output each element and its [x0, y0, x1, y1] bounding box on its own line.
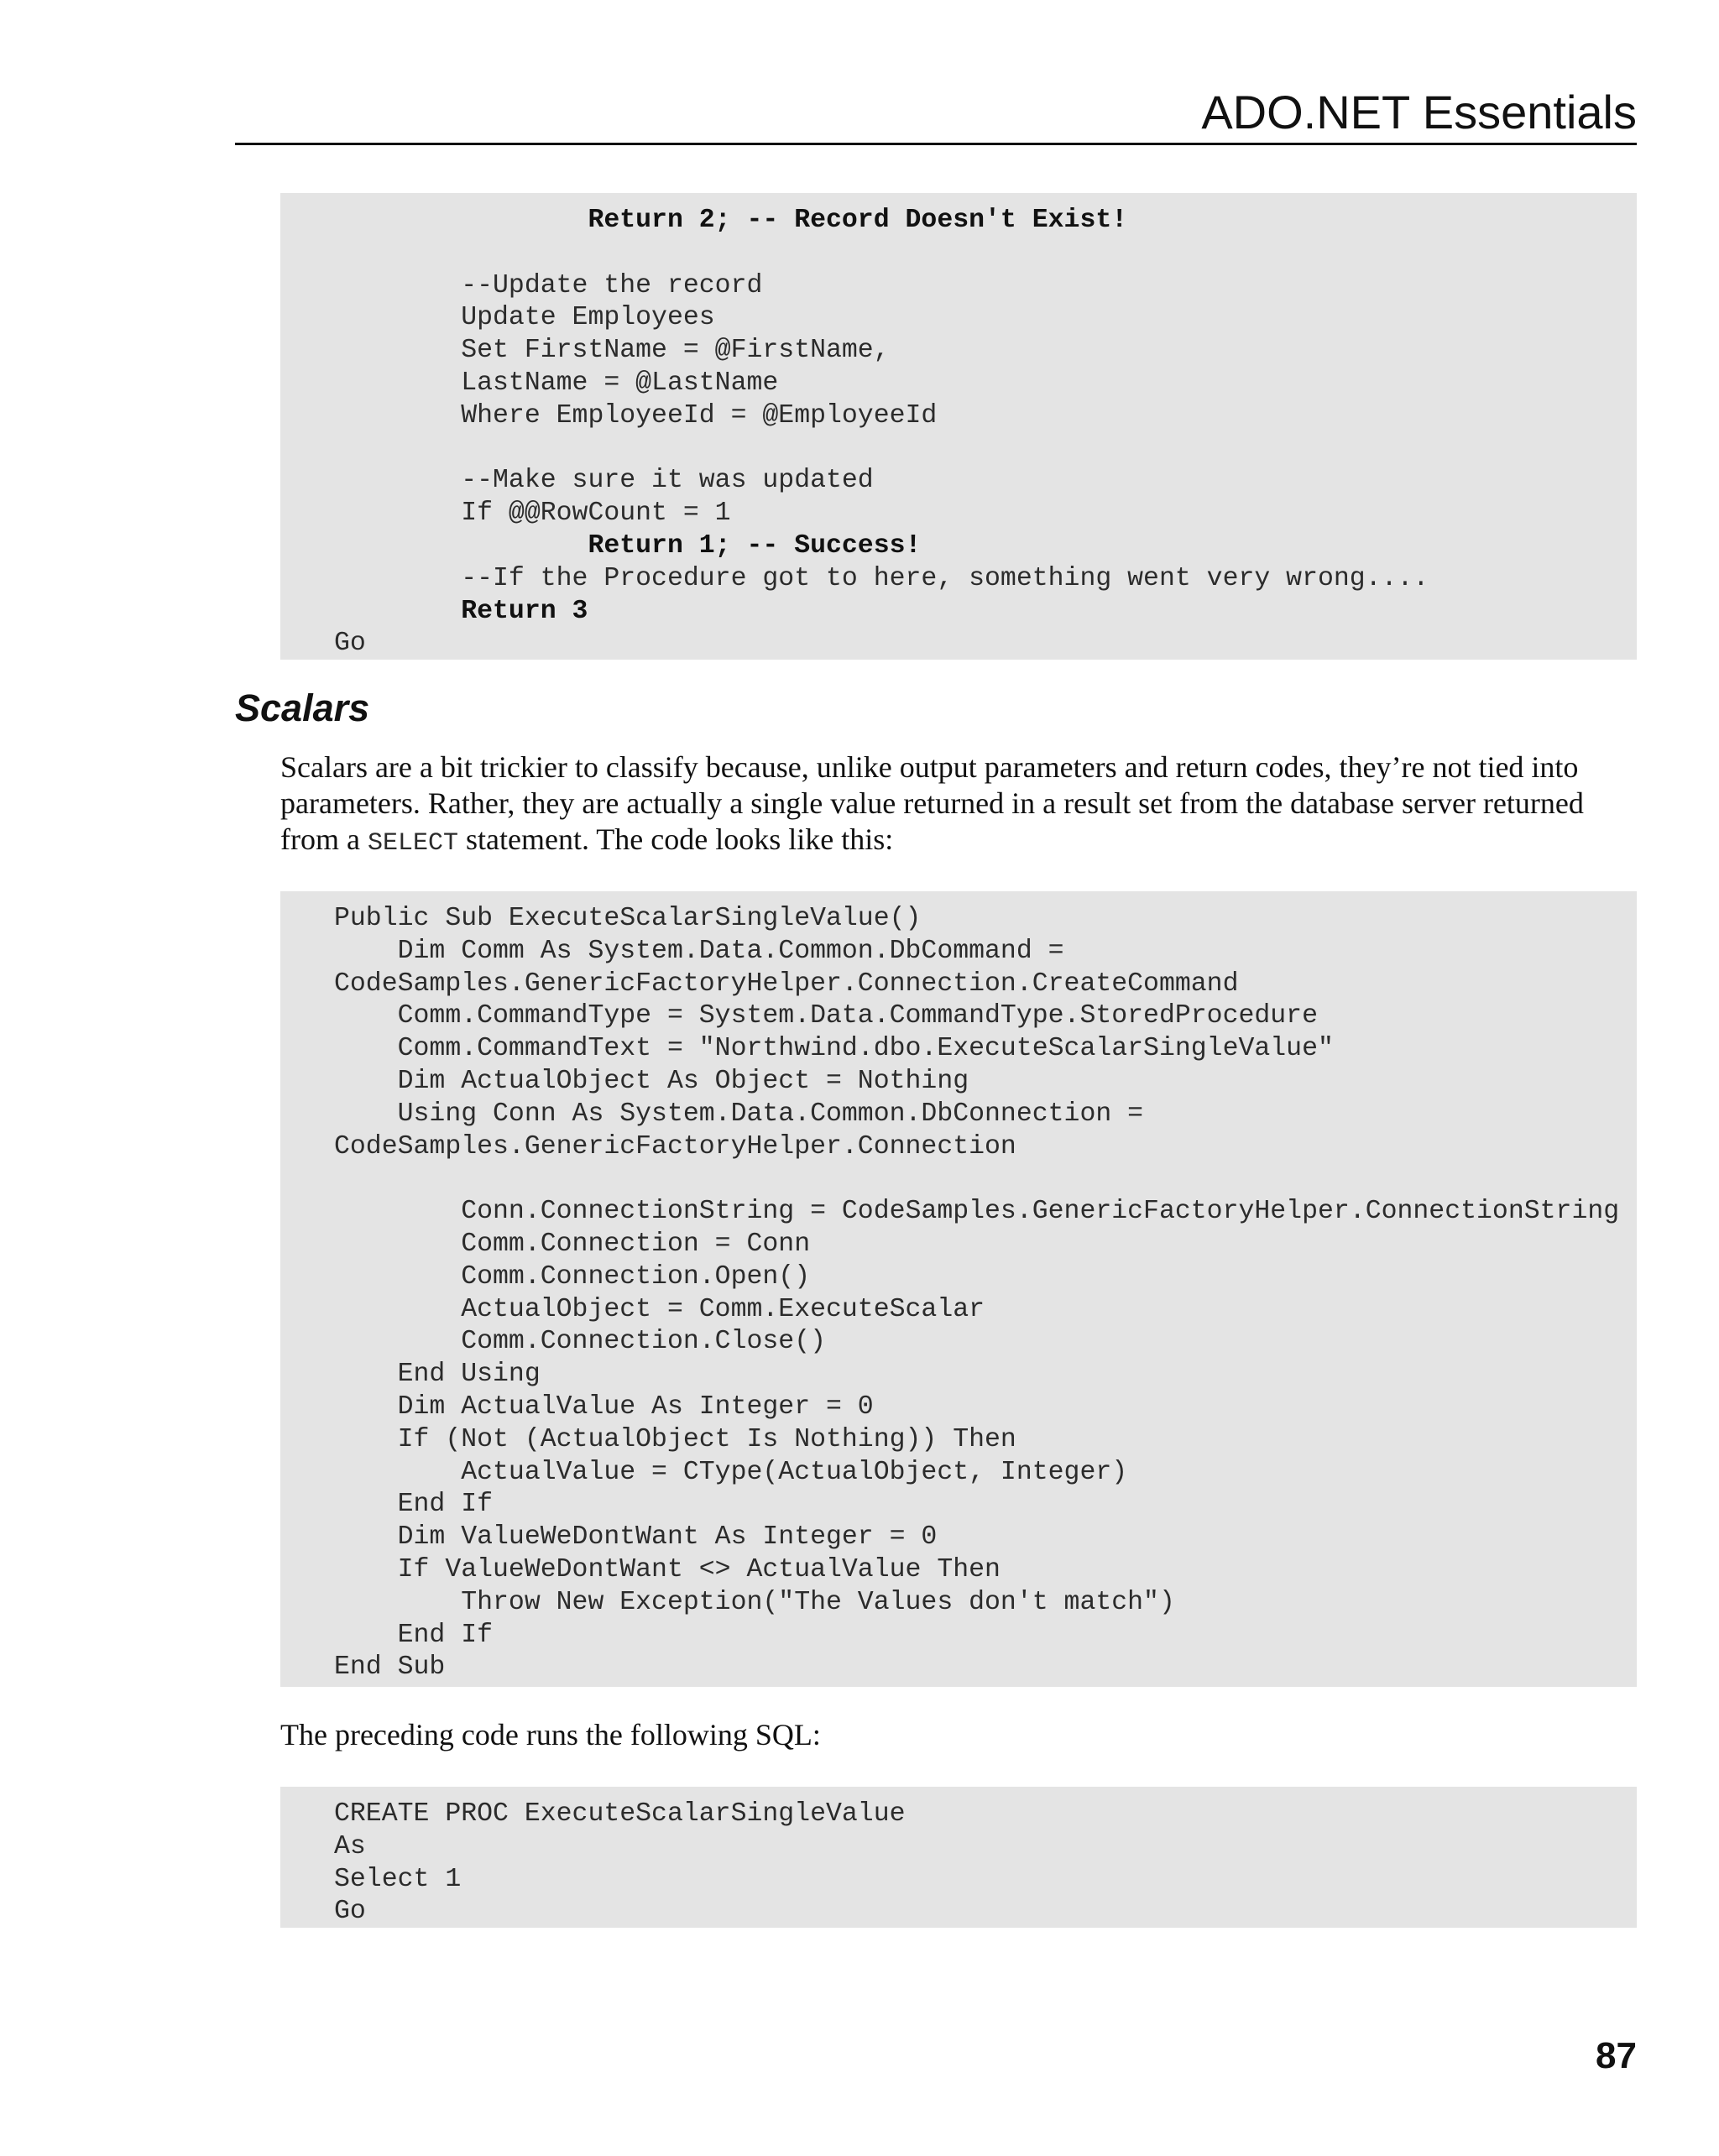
- code-line: Dim Comm As System.Data.Common.DbCommand =: [334, 936, 1064, 966]
- code-line: Public Sub ExecuteScalarSingleValue(): [334, 904, 922, 933]
- code-line: End If: [334, 1620, 494, 1650]
- code-line: [334, 1163, 1637, 1196]
- code-line: Dim ActualValue As Integer = 0: [334, 1391, 874, 1422]
- paragraph-scalars-intro: [280, 749, 1637, 862]
- code-line: Using Conn As System.Data.Common.DbConnection =: [334, 1099, 1144, 1129]
- code-line: Dim ActualObject As Object = Nothing: [334, 1066, 969, 1096]
- paragraph-text: Scalars are a bit trickier to classify because, unlike output parameters and return codes, they’re not tied into parameters. Rather, they are actually a single value returned in a result set from the database server returned from a: [280, 750, 1584, 856]
- code-line: LastName = @LastName: [334, 368, 779, 398]
- code-line: Comm.CommandText = "Northwind.dbo.ExecuteScalarSingleValue": [334, 1034, 1334, 1064]
- code-line: Set FirstName = @FirstName,: [334, 336, 890, 366]
- code-line: CodeSamples.GenericFactoryHelper.Connection: [334, 1131, 1016, 1162]
- code-line: Select 1: [334, 1864, 462, 1894]
- code-line: Go: [334, 1897, 366, 1927]
- code-line: Comm.Connection = Conn: [334, 1229, 811, 1259]
- code-line: Conn.ConnectionString = CodeSamples.GenericFactoryHelper.ConnectionString: [334, 1197, 1620, 1227]
- code-line: Dim ValueWeDontWant As Integer = 0: [334, 1522, 938, 1553]
- code-line: Go: [334, 629, 366, 659]
- code-line: Comm.CommandType = System.Data.CommandType.StoredProcedure: [334, 1001, 1318, 1031]
- inline-code-select: SELECT: [367, 829, 458, 858]
- code-line: If ValueWeDontWant <> ActualValue Then: [334, 1554, 1001, 1584]
- code-line: If @@RowCount = 1: [334, 499, 731, 529]
- code-line: --If the Procedure got to here, something went very wrong....: [334, 563, 1429, 593]
- code-line: [334, 433, 1637, 466]
- code-line: --Update the record: [334, 270, 763, 300]
- page-number: 87: [1596, 2035, 1637, 2076]
- code-line: [334, 238, 1637, 270]
- code-line: CREATE PROC ExecuteScalarSingleValue: [334, 1799, 906, 1829]
- code-line: ActualValue = CType(ActualObject, Integer): [334, 1457, 1128, 1487]
- code-line: CodeSamples.GenericFactoryHelper.Connection.CreateCommand: [334, 968, 1239, 999]
- code-line: Where EmployeeId = @EmployeeId: [334, 400, 938, 431]
- code-line: End Using: [334, 1360, 541, 1390]
- code-line: Comm.Connection.Close(): [334, 1327, 826, 1357]
- code-block-execute-scalar: [280, 891, 1637, 1687]
- code-line: Return 3: [334, 596, 588, 626]
- code-line: ActualObject = Comm.ExecuteScalar: [334, 1294, 985, 1324]
- code-line: Return 2; -- Record Doesn't Exist!: [334, 206, 1128, 235]
- code-block-stored-procedure: [280, 193, 1637, 660]
- code-line: End If: [334, 1490, 494, 1520]
- code-line: --Make sure it was updated: [334, 466, 874, 496]
- code-line: As: [334, 1831, 366, 1861]
- section-heading: Scalars: [235, 686, 370, 729]
- header-rule: [235, 143, 1637, 145]
- code-line: If (Not (ActualObject Is Nothing)) Then: [334, 1424, 1016, 1454]
- running-head: ADO.NET Essentials: [1201, 86, 1637, 138]
- code-line: Return 1; -- Success!: [334, 530, 922, 561]
- code-line: Throw New Exception("The Values don't match"): [334, 1587, 1175, 1617]
- code-block-sql: [280, 1787, 1637, 1928]
- code-line: Update Employees: [334, 303, 715, 333]
- paragraph-text-continued: statement. The code looks like this:: [458, 822, 894, 856]
- code-line: Comm.Connection.Open(): [334, 1261, 811, 1292]
- code-line: End Sub: [334, 1652, 446, 1683]
- paragraph-preceding-code: The preceding code runs the following SQL:: [280, 1718, 821, 1751]
